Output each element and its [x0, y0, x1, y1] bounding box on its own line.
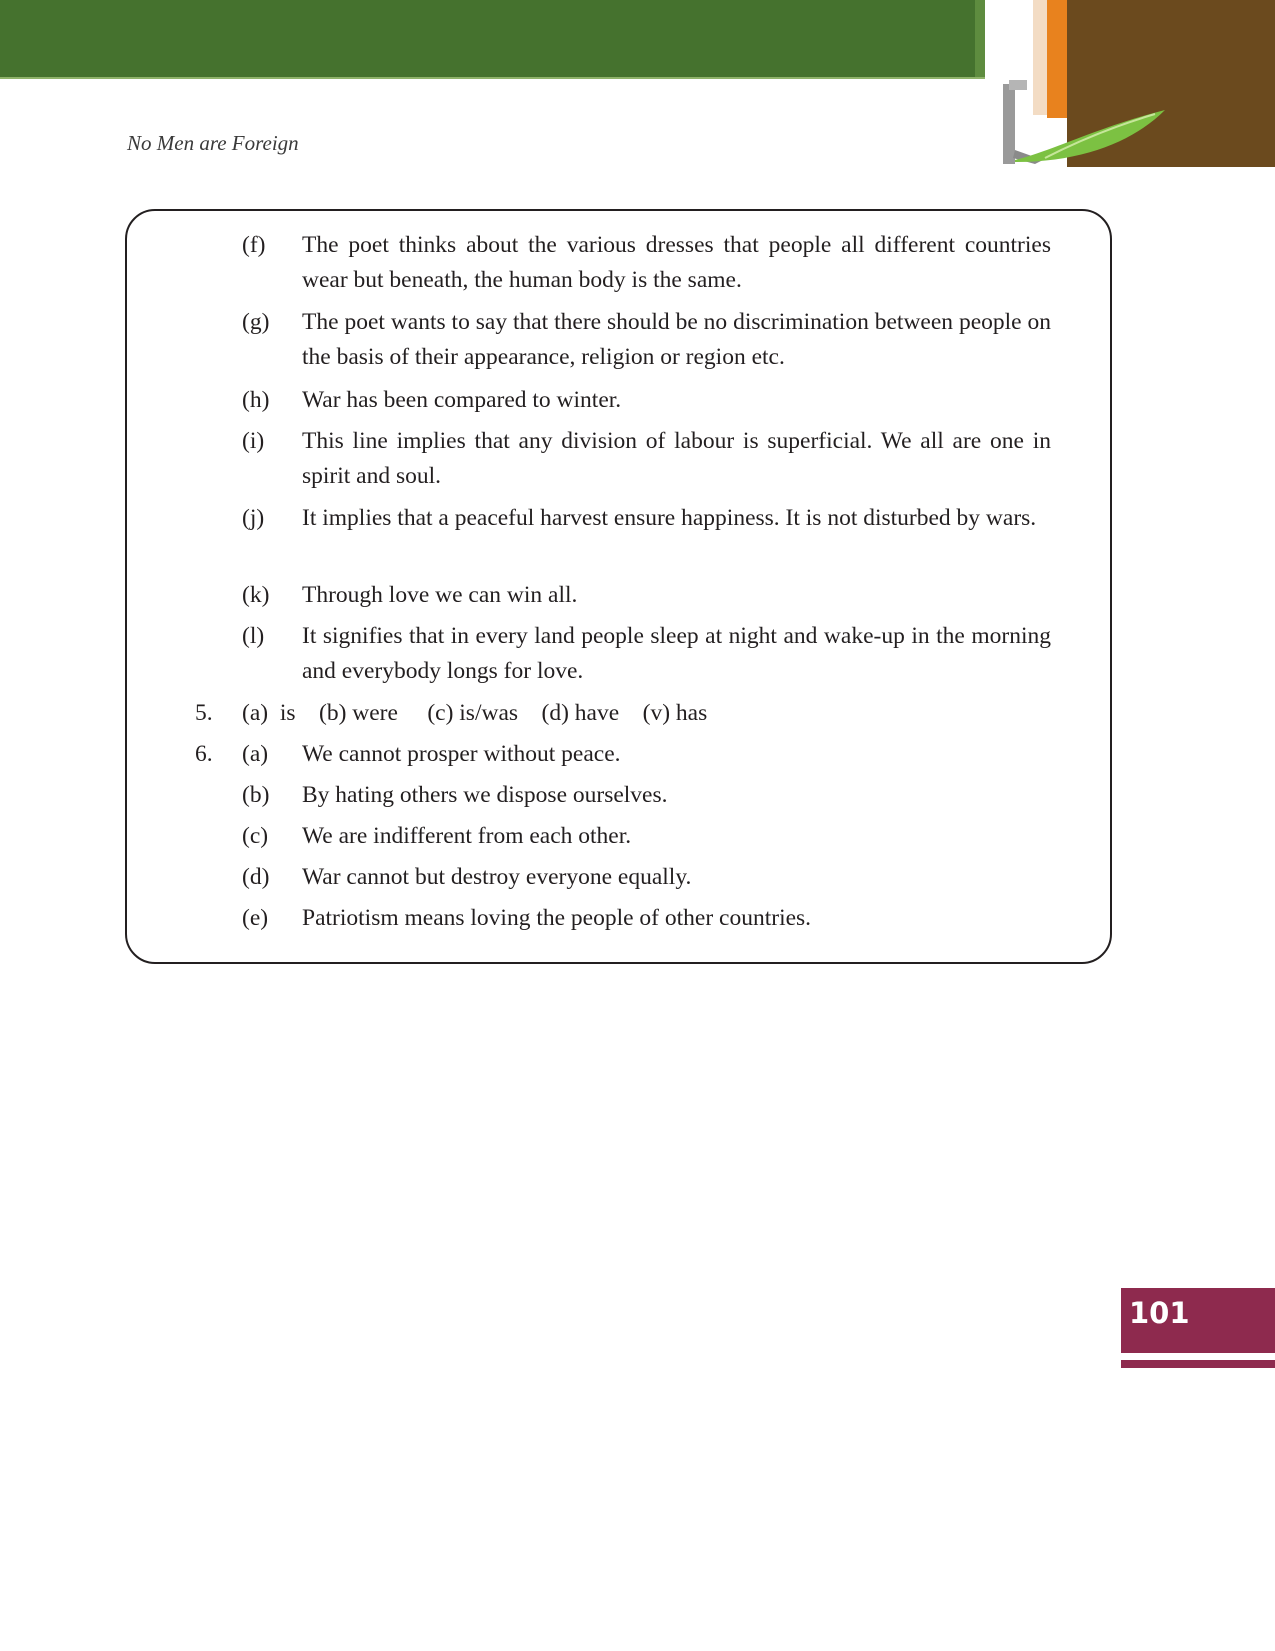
item-text: It signifies that in every land people sleep at night and wake-up in the morning and everybody longs for love.: [302, 623, 1051, 684]
question-number: 5.: [195, 700, 213, 726]
item-label: (l): [242, 623, 265, 649]
item-label: (f): [242, 232, 266, 258]
item-text: War has been compared to winter.: [302, 387, 622, 413]
item-text: By hating others we dispose ourselves.: [302, 782, 668, 808]
item-text: War cannot but destroy everyone equally.: [302, 864, 692, 890]
item-label: (c): [242, 823, 269, 849]
item-text: We are indifferent from each other.: [302, 823, 632, 849]
item-label: (i): [242, 428, 265, 454]
question-5-answers: (a) is (b) were (c) is/was (d) have (v) has: [242, 700, 708, 726]
header-band-edge: [975, 0, 985, 77]
item-text: Through love we can win all.: [302, 582, 578, 608]
item-text: We cannot prosper without peace.: [302, 741, 621, 767]
item-label: (j): [242, 505, 265, 531]
page-number: 101: [1129, 1296, 1190, 1330]
item-text: The poet thinks about the various dresses that people all different countries wear but beneath, the human body is the same.: [302, 232, 1051, 293]
item-text: It implies that a peaceful harvest ensure happiness. It is not disturbed by wars.: [302, 505, 1037, 531]
item-label: (d): [242, 864, 270, 890]
item-label: (a): [242, 741, 269, 767]
item-text: Patriotism means loving the people of other countries.: [302, 905, 812, 931]
item-label: (e): [242, 905, 269, 931]
item-text: The poet wants to say that there should be no discrimination between people on the basis of their appearance, religion or region etc.: [302, 309, 1051, 370]
running-head: No Men are Foreign: [127, 131, 299, 155]
header-band-underline: [0, 77, 985, 79]
page-number-underline: [1121, 1360, 1275, 1368]
item-label: (h): [242, 387, 270, 413]
question-number: 6.: [195, 741, 213, 767]
item-label: (g): [242, 309, 270, 335]
item-text: This line implies that any division of labour is superficial. We all are one in spirit and soul.: [302, 428, 1051, 489]
item-label: (b): [242, 782, 270, 808]
item-label: (k): [242, 582, 270, 608]
header-band: [0, 0, 985, 77]
corner-leaf-icon: [985, 0, 1275, 170]
